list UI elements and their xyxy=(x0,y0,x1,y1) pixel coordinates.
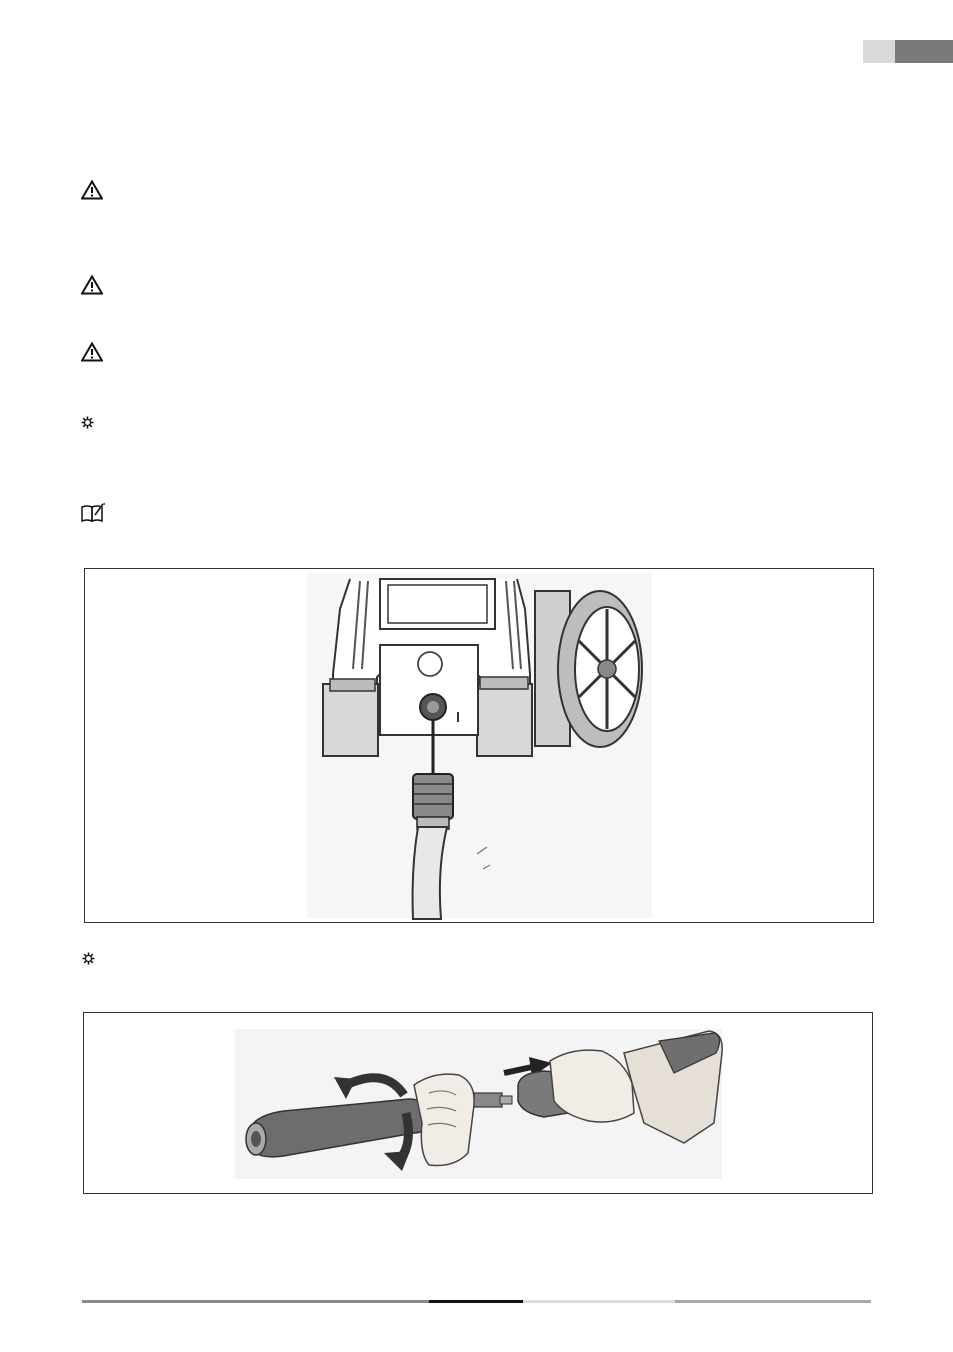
figure-box-lance-attachment xyxy=(83,1012,873,1194)
hose-connection-illustration xyxy=(85,569,873,922)
footer-line-segment-light xyxy=(523,1300,675,1303)
manual-book-icon xyxy=(80,502,106,524)
lance-attachment-illustration xyxy=(84,1013,872,1193)
tip-gear-icon xyxy=(81,416,94,429)
tip-gear-icon xyxy=(82,952,95,965)
footer-line-segment-gray xyxy=(82,1300,429,1303)
warning-triangle-icon xyxy=(81,275,103,295)
warning-triangle-icon xyxy=(81,342,103,362)
warning-triangle-icon xyxy=(81,180,103,200)
header-tab-dark xyxy=(895,40,953,63)
footer-line-segment-black xyxy=(429,1300,523,1303)
footer-line-segment-mid xyxy=(675,1300,871,1303)
header-tab-light xyxy=(863,40,895,63)
figure-box-hose-connection xyxy=(84,568,874,923)
